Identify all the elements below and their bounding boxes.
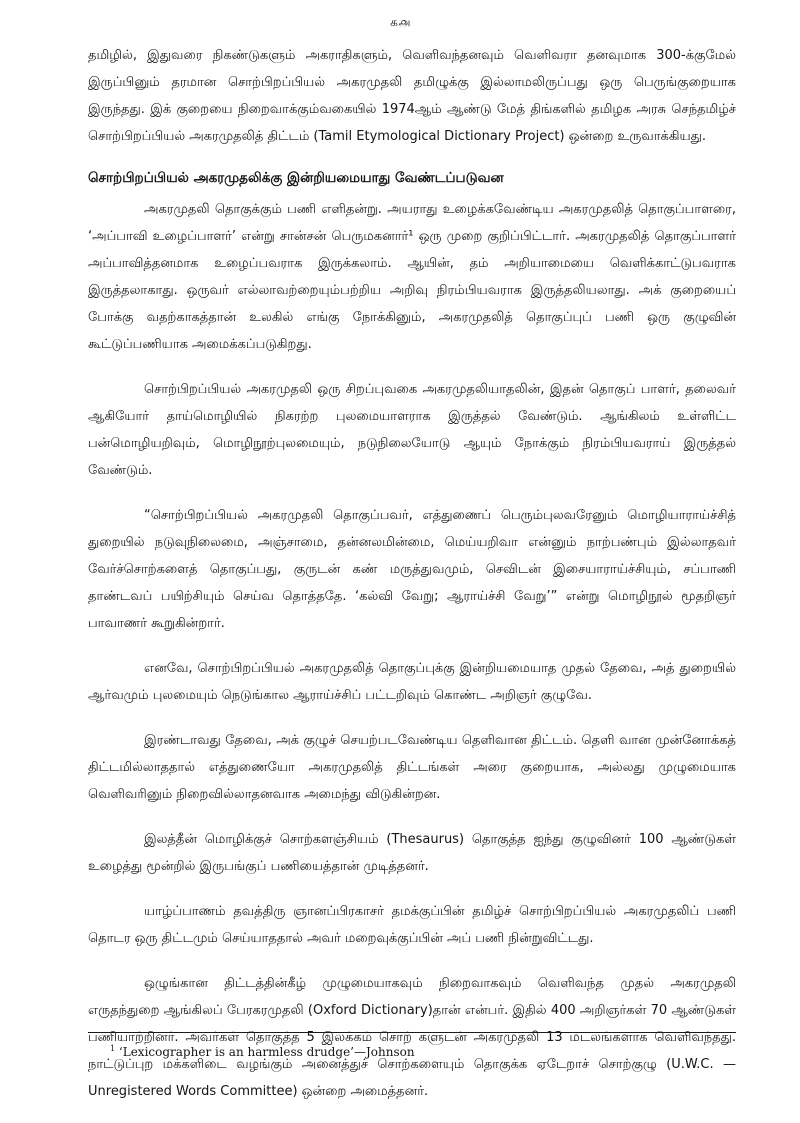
footnote-divider (88, 1032, 736, 1033)
paragraph-intro: தமிழில், இதுவரை நிகண்டுகளும் அகராதிகளும், வெளிவந்தனவும் வெளிவரா தனவுமாக 300-க்குமேல் இருப்பினும் தரமான சொற்பிறப்பியல் அகரமுதலி தமிழுக்கு இல்லாமலிருப்பது ஒரு பெருங்குறையாக இருந்தது. இக் குறையை நிறைவாக்கும்வகையில் 1974ஆம் ஆண்டு மேத் திங்களில் தமிழக அரசு செந்தமிழ்ச் சொற்பிறப்பியல் அகரமுதலித் திட்டம் (Tamil Etymological Dictionary Project) ஒன்றை உருவாக்கியது. (88, 48, 736, 144)
paragraph-qualifications: சொற்பிறப்பியல் அகரமுதலி ஒரு சிறப்புவகை அகரமுதலியாதலின், இதன் தொகுப் பாளர், தலைவர் ஆகியோர் தாய்மொழியில் நிகரற்ற புலமையாளராக இருத்தல் வேண்டும். ஆங்கிலம் உள்ளிட்ட பன்மொழியறிவும், மொழிநூற்புலமையும், நடுநிலையோடு ஆயும் நோக்கும் நிரம்பியவராய் இருத்தல் வேண்டும். (88, 382, 736, 478)
section-heading: சொற்பிறப்பியல் அகரமுதலிக்கு இன்றியமையாது வேண்டப்படுவன (88, 170, 504, 186)
paragraph-oxford: ஒழுங்கான திட்டத்தின்கீழ் முழுமையாகவும் நிறைவாகவும் வெளிவந்த முதல் அகரமுதலி எருதந்துறை ஆங்கிலப் பேரகரமுதலி (Oxford Dictionary)தான் என்பர். இதில் 400 அறிஞர்கள் 70 ஆண்டுகள் பணியாற்றினர். அவர்கள் தொகுத்த 5 இலக்கம் சொற் களுடன் அகரமுதலி 13 மடலங்களாக வெளிவந்தது. நாட்டுப்புற மக்களிடை வழங்கும் அனைத்துச் சொற்களையும் தொகுக்க ஏடேறாச் சொற்குழு (U.W.C. — Unregistered Words Committee) ஒன்றை அமைத்தனர். (88, 976, 736, 1099)
document-body (88, 42, 736, 1123)
footnote-text: ‘Lexicographer is an harmless drudge’—Johnson (118, 1045, 415, 1059)
paragraph-jaffna: யாழ்ப்பாணம் தவத்திரு ஞானப்பிரகாசர் தமக்குப்பின் தமிழ்ச் சொற்பிறப்பியல் அகரமுதலிப் பணி தொடர ஒரு திட்டமும் செய்யாததால் அவர் மறைவுக்குப்பின் அப் பணி நின்றுவிட்டது. (88, 904, 736, 946)
paragraph-quote: “சொற்பிறப்பியல் அகரமுதலி தொகுப்பவர், எத்துணைப் பெரும்புலவரேனும் மொழியாராய்ச்சித் துறையில் நடுவுநிலைமை, அஞ்சாமை, தன்னலமின்மை, மெய்யறிவா என்னும் நாற்பண்பும் இல்லாதவர் வேர்ச்சொற்களைத் தொகுப்பது, குருடன் கண் மருத்துவமும், செவிடன் இசையாராய்ச்சியும், சப்பாணி தாண்டவப் பயிற்சியும் செய்வ தொத்ததே. ‘கல்வி வேறு; ஆராய்ச்சி வேறு’” என்று மொழிநூல் மூதறிஞர் பாவாணர் கூறுகின்றார். (88, 508, 736, 631)
paragraph-second-need: இரண்டாவது தேவை, அக் குழுச் செயற்படவேண்டிய தெளிவான திட்டம். தெளி வான முன்னோக்கத் திட்டமில்லாததால் எத்துணையோ அகரமுதலித் திட்டங்கள் அரை குறையாக, அல்லது முழுமையாக வெளிவரினும் நிறைவில்லாதனவாக அமைந்து விடுகின்றன. (88, 733, 736, 802)
footnote (110, 1040, 710, 1061)
paragraph-latin-thesaurus: இலத்தீன் மொழிக்குச் சொற்களஞ்சியம் (Thesaurus) தொகுத்த ஐந்து குழுவினர் 100 ஆண்டுகள் உழைத்து மூன்றில் இருபங்குப் பணியைத்தான் முடித்தனர். (88, 832, 736, 874)
footnote-marker: 1 (110, 1044, 116, 1053)
paragraph-compiler: அகரமுதலி தொகுக்கும் பணி எளிதன்று. அயராது உழைக்கவேண்டிய அகரமுதலித் தொகுப்பாளரை, ‘அப்பாவி உழைப்பாளர்’ என்று சான்சன் பெருமகனார்¹ ஒரு முறை குறிப்பிட்டார். அகரமுதலித் தொகுப்பாளர் அப்பாவித்தனமாக உழைப்பவராக இருக்கலாம். ஆயின், தம் அறியாமையை வெளிக்காட்டுபவராக இருத்தலாகாது. ஒருவர் எல்லாவற்றையும்பற்றிய அறிவு நிரம்பியவராக இருத்தலியலாது. அக் குறையைப் போக்கு வதற்காகத்தான் உலகில் எங்கு நோக்கினும், அகரமுதலித் தொகுப்புப் பணி ஒரு குழுவின் கூட்டுப்பணியாக அமைக்கப்படுகிறது. (88, 202, 736, 352)
page-number: ௧௮ (389, 15, 411, 29)
paragraph-first-need: எனவே, சொற்பிறப்பியல் அகரமுதலித் தொகுப்புக்கு இன்றியமையாத முதல் தேவை, அத் துறையில் ஆர்வமும் புலமையும் நெடுங்கால ஆராய்ச்சிப் பட்டறிவும் கொண்ட அறிஞர் குழுவே. (88, 661, 736, 703)
